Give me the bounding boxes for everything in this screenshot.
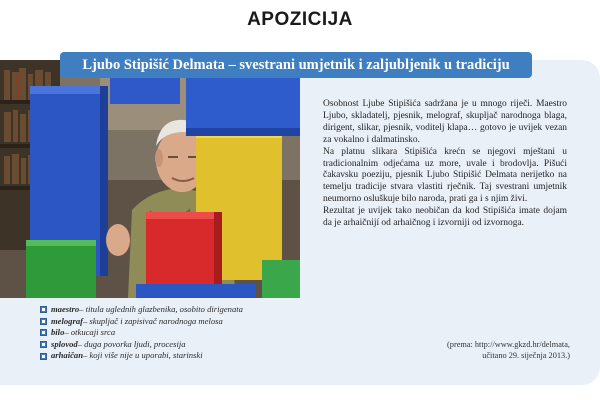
glossary-term: splovod	[51, 338, 78, 349]
article-paragraph: Rezultat je uvijek tako neobičan da kod Stipišića imate dojam da je arhaičnijí od arhaičnog i izvorniji od izvornoga.	[323, 206, 567, 229]
article-paragraph: Osobnost Ljube Stipišića sadržana je u mnogo riječi. Maestro Ljubo, skladatelj, pjesnik, melograf, skupljač narodnoga blaga, dirigent, slikar, pjesnik, voditelj klapa… gotovo je uvijek vezan za vokalno i dalmatinsko.	[323, 99, 567, 145]
glossary-item	[40, 350, 320, 362]
glossary-definition: – otkucaji srca	[64, 327, 116, 338]
page-title: APOZICIJA	[247, 9, 353, 30]
article-body	[323, 99, 567, 230]
glossary-definition: – skupljač i zapisivač narodnoga melosa	[82, 315, 223, 326]
glossary-list	[40, 304, 320, 362]
checkbox-bullet-icon	[40, 318, 47, 325]
source-date-line: učitano 29. siječnja 2013.)	[482, 350, 570, 360]
checkbox-bullet-icon	[40, 353, 47, 360]
portrait-photo	[0, 60, 300, 298]
article-banner: Ljubo Stipišić Delmata – svestrani umjetnik i zaljubljenik u tradiciju	[60, 52, 532, 78]
glossary-item	[40, 327, 320, 339]
checkbox-bullet-icon	[40, 341, 47, 348]
glossary-item	[40, 304, 320, 316]
source-citation	[380, 340, 570, 361]
glossary-term: bilo	[51, 327, 65, 338]
glossary-item	[40, 339, 320, 351]
glossary-definition: – titula uglednih glazbenika, osobito dirigenata	[79, 304, 243, 314]
glossary-definition: – duga povorka ljudi, procesija	[77, 338, 186, 349]
glossary-term: arhaičan	[51, 350, 83, 361]
glossary-definition: – koji više nije u uporabi, starinski	[83, 350, 203, 361]
article-paragraph: Na platnu slikara Stipišića krećn se njegovi mještani u tradicionalnim odjećama uz more, uvale i brodovlja. Pišući čakavsku poeziju, pjesnik Ljubo Stipišić Delmata nerijetko na temelju tradicije stvara vlastiti rječnik. Taj svestrani umjetnik neumorno osluškuje bilo naroda, prati ga i s njim živi.	[323, 146, 567, 205]
glossary-term: melograf	[51, 315, 83, 326]
glossary-item	[40, 316, 320, 328]
checkbox-bullet-icon	[40, 329, 47, 336]
source-url-line: (prema: http://www.gkzd.hr/delmata,	[447, 340, 570, 349]
glossary-term: maestro	[51, 304, 80, 314]
checkbox-bullet-icon	[40, 306, 47, 313]
